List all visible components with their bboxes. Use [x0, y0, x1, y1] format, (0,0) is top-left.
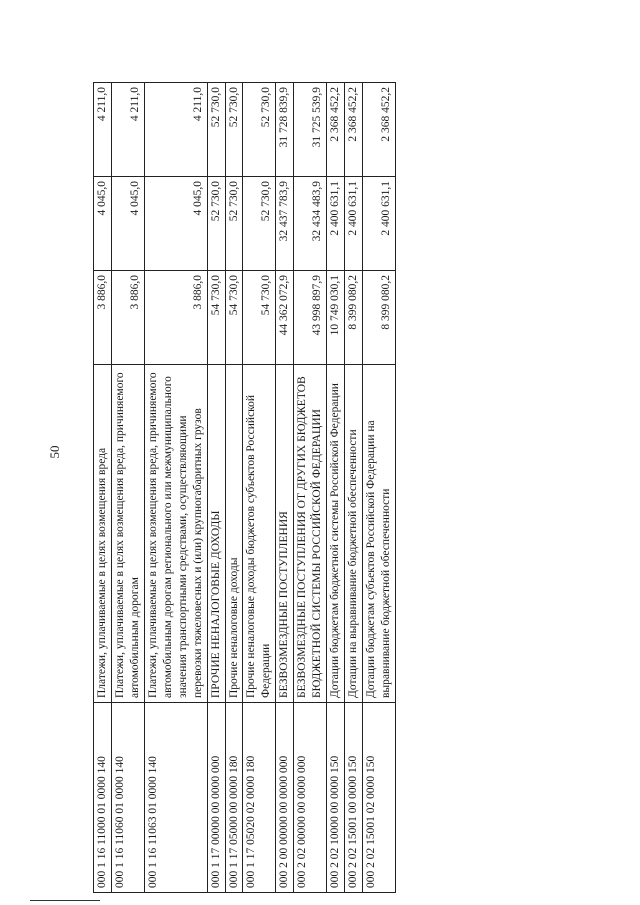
row-value-3: 31 728 839,9: [276, 83, 294, 177]
table-row: [243, 83, 276, 893]
row-value-2: 4 045,0: [111, 177, 144, 271]
row-name: Прочие неналоговые доходы: [225, 365, 243, 703]
table-row: [363, 83, 396, 893]
row-value-3: 52 730,0: [225, 83, 243, 177]
row-code: 000 2 02 10000 00 0000 150: [327, 703, 345, 893]
table-row: [144, 83, 207, 893]
row-value-1: 44 362 072,9: [276, 271, 294, 365]
table-row: [225, 83, 243, 893]
table-row: [276, 83, 294, 893]
row-name: ПРОЧИЕ НЕНАЛОГОВЫЕ ДОХОДЫ: [207, 365, 225, 703]
row-value-1: 8 399 080,2: [363, 271, 396, 365]
row-value-1: 3 886,0: [111, 271, 144, 365]
row-value-3: 52 730,0: [243, 83, 276, 177]
row-code: 000 1 17 00000 00 0000 000: [207, 703, 225, 893]
row-value-2: 52 730,0: [243, 177, 276, 271]
row-code: 000 1 16 11063 01 0000 140: [144, 703, 207, 893]
table-row: [94, 83, 112, 893]
row-value-1: 10 749 030,1: [327, 271, 345, 365]
row-name: Платежи, уплачиваемые в целях возмещения вреда, причиняемого автомобильным дорогам регионального или межмуниципального значения транспортными средствами, осуществляющими перевозки тяжеловесных и (или) крупногабаритных грузов: [144, 365, 207, 703]
page-number: 50: [47, 445, 62, 459]
row-value-1: 3 886,0: [94, 271, 112, 365]
row-value-1: 8 399 080,2: [345, 271, 363, 365]
row-name: БЕЗВОЗМЕЗДНЫЕ ПОСТУПЛЕНИЯ ОТ ДРУГИХ БЮДЖЕТОВ БЮДЖЕТНОЙ СИСТЕМЫ РОССИЙСКОЙ ФЕДЕРАЦИИ: [294, 365, 327, 703]
row-value-2: 32 434 483,9: [294, 177, 327, 271]
row-value-3: 2 368 452,2: [345, 83, 363, 177]
row-value-2: 52 730,0: [207, 177, 225, 271]
row-value-1: 43 998 897,9: [294, 271, 327, 365]
row-value-3: 31 725 539,9: [294, 83, 327, 177]
row-name: Дотации на выравнивание бюджетной обеспеченности: [345, 365, 363, 703]
row-value-3: 2 368 452,2: [327, 83, 345, 177]
row-value-2: 32 437 783,9: [276, 177, 294, 271]
row-value-2: 2 400 631,1: [345, 177, 363, 271]
row-code: 000 1 16 11000 01 0000 140: [94, 703, 112, 893]
row-value-3: 52 730,0: [207, 83, 225, 177]
row-value-3: 4 211,0: [94, 83, 112, 177]
row-value-3: 4 211,0: [144, 83, 207, 177]
row-name: Прочие неналоговые доходы бюджетов субъектов Российской Федерации: [243, 365, 276, 703]
table-row: [111, 83, 144, 893]
row-value-2: 2 400 631,1: [327, 177, 345, 271]
row-code: 000 2 00 00000 00 0000 000: [276, 703, 294, 893]
row-code: 000 1 17 05020 02 0000 180: [243, 703, 276, 893]
row-value-1: 3 886,0: [144, 271, 207, 365]
row-name: Платежи, уплачиваемые в целях возмещения вреда, причиняемого автомобильным дорогам: [111, 365, 144, 703]
row-value-1: 54 730,0: [207, 271, 225, 365]
row-code: 000 1 16 11060 01 0000 140: [111, 703, 144, 893]
row-value-2: 2 400 631,1: [363, 177, 396, 271]
budget-revenue-table: [93, 82, 396, 893]
row-code: 000 1 17 05000 00 0000 180: [225, 703, 243, 893]
row-name: Дотации бюджетам бюджетной системы Российской Федерации: [327, 365, 345, 703]
row-value-3: 2 368 452,2: [363, 83, 396, 177]
table-row: [294, 83, 327, 893]
table-row: [327, 83, 345, 893]
row-value-1: 54 730,0: [243, 271, 276, 365]
row-value-1: 54 730,0: [225, 271, 243, 365]
row-code: 000 2 02 15001 00 0000 150: [345, 703, 363, 893]
row-value-2: 4 045,0: [144, 177, 207, 271]
row-code: 000 2 02 15001 02 0000 150: [363, 703, 396, 893]
row-value-2: 4 045,0: [94, 177, 112, 271]
row-value-3: 4 211,0: [111, 83, 144, 177]
row-name: Дотации бюджетам субъектов Российской Федерации на выравнивание бюджетной обеспеченности: [363, 365, 396, 703]
rotated-page-content: [93, 83, 563, 893]
row-code: 000 2 02 00000 00 0000 000: [294, 703, 327, 893]
row-value-2: 52 730,0: [225, 177, 243, 271]
row-name: БЕЗВОЗМЕЗДНЫЕ ПОСТУПЛЕНИЯ: [276, 365, 294, 703]
table-row: [345, 83, 363, 893]
row-name: Платежи, уплачиваемые в целях возмещения вреда: [94, 365, 112, 703]
footnote-separator: [30, 900, 100, 901]
table-row: [207, 83, 225, 893]
